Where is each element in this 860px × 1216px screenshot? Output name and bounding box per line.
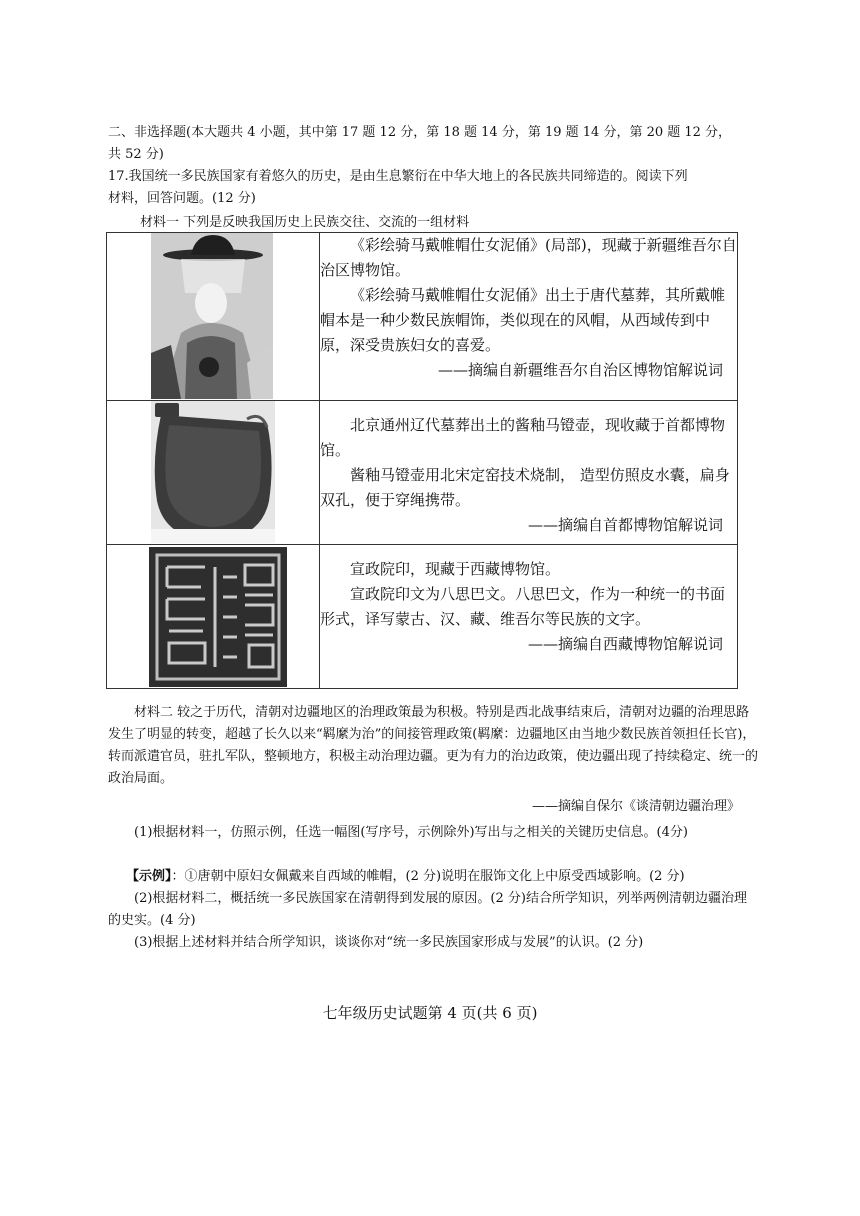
row-detail: 《彩绘骑马戴帷帽仕女泥俑》出土于唐代墓葬，其所戴帷帽本是一种少数民族帽饰，类似现在的风帽，从西域传到中原，深受贵族妇女的喜爱。 [320,286,726,354]
question-3: (3)根据上述材料并结合所学知识，谈谈你对“统一多民族国家形成与发展”的认识。(2 分) [134,935,644,950]
row-desc: 宣政院印，现藏于西藏博物馆。 [350,560,561,578]
image-cell [107,233,320,401]
row-source: ——摘编自首都博物馆解说词 [527,516,723,534]
question-2: (2)根据材料二，概括统一多民族国家在清朝得到发展的原因。(2 分)结合所学知识，列举两例清朝边疆治理的史实。(4 分) [108,891,747,928]
page-footer: 七年级历史试题第 4 页(共 6 页) [322,1004,538,1022]
question-1: (1)根据材料一，仿照示例，任选一幅图(写序号，示例除外)写出与之相关的关键历史信息。(4分) [134,825,688,840]
example-label: 【示例】 [126,869,172,884]
row-desc: 《彩绘骑马戴帷帽仕女泥俑》(局部)，现藏于新疆维吾尔自治区博物馆。 [320,236,737,279]
material1-table [106,232,738,689]
material2-text: 材料二 较之于历代，清朝对边疆地区的治理政策最为积极。特别是西北战事结束后，清朝对边疆的治理思路发生了明显的转变，超越了长久以来“羁縻为治”的间接管理政策(羁縻：边疆地区由当地少数民族首领担任长官)，转而派遣官员，驻扎军队，整顿地方，积极主动治理边疆。更为有力的治边政策，使边疆出现了持续稳定、统一的政治局面。 [108,705,759,786]
row-detail: 宣政院印文为八思巴文。八思巴文，作为一种统一的书面形式，译写蒙古、汉、藏、维吾尔等民族的文字。 [320,585,726,628]
figurine-image [151,233,273,403]
q17-stem-line2: 材料，回答问题。(12 分) [108,191,256,206]
material2-source: ——摘编自保尔《谈清朝边疆治理》 [531,799,740,814]
row-source: ——摘编自新疆维吾尔自治区博物馆解说词 [437,361,723,379]
row-detail: 酱釉马镫壶用北宋定窑技术烧制， 造型仿照皮水囊，扁身双孔，便于穿绳携带。 [320,466,730,509]
text-cell [320,401,738,545]
image-cell [107,545,320,689]
text-cell [320,233,738,401]
example-text: ：①唐朝中原妇女佩戴来自西域的帷帽，(2 分)说明在服饰文化上中原受西域影响。(2 分) [171,869,685,884]
row-source: ——摘编自西藏博物馆解说词 [527,635,723,653]
row-desc: 北京通州辽代墓葬出土的酱釉马镫壶，现收藏于首都博物馆。 [320,416,726,459]
text-cell [320,545,738,689]
material-row [107,233,738,401]
seal-image [149,547,271,691]
material-row [107,401,738,545]
section-title-cont: 共 52 分) [108,147,164,162]
example-line [126,866,758,888]
section-title: 二、非选择题(本大题共 4 小题，其中第 17 题 12 分，第 18 题 14 分，第 19 题 14 分，第 20 题 12 分， [108,125,732,140]
flask-image [151,401,273,547]
material-row [107,545,738,689]
material1-intro: 材料一 下列是反映我国历史上民族交往、交流的一组材料 [140,215,470,230]
q17-stem-line1: 17.我国统一多民族国家有着悠久的历史，是由生息繁衍在中华大地上的各民族共同缔造的。阅读下列 [108,169,688,184]
image-cell [107,401,320,545]
